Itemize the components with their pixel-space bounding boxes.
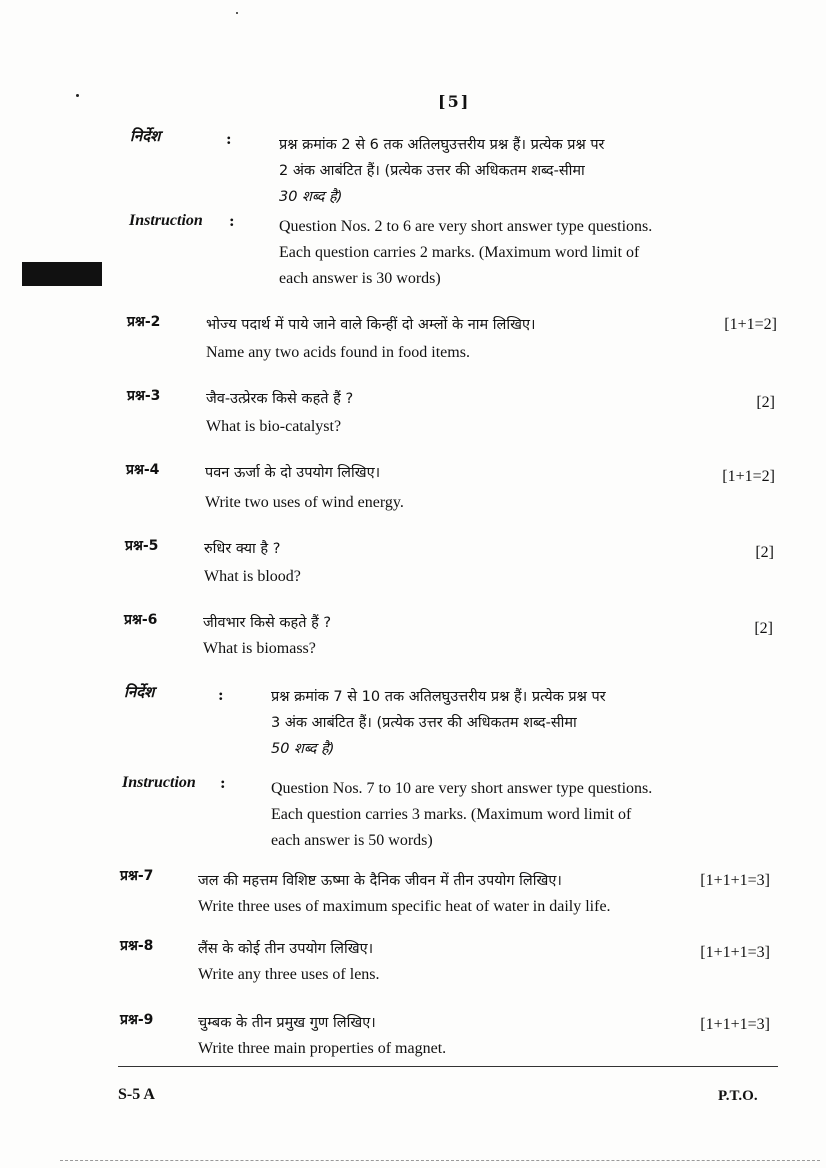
instruction-2-hindi-line: 50 शब्द है) xyxy=(271,741,335,757)
instruction-1-english-text xyxy=(279,214,703,292)
question-hindi-text: लैंस के कोई तीन उपयोग लिखिए। xyxy=(198,941,374,957)
question-hindi-text: भोज्य पदार्थ में पाये जाने वाले किन्हीं दो अम्लों के नाम लिखिए। xyxy=(206,317,536,333)
instruction-2-hindi-label: निर्देश xyxy=(124,683,155,701)
question-7 xyxy=(120,866,770,922)
question-marks: [2] xyxy=(756,394,775,411)
question-marks: [1+1+1=3] xyxy=(700,944,770,961)
instruction-2-english-line: Each question carries 3 marks. (Maximum word limit of xyxy=(271,806,632,823)
instruction-1-hindi-line: 30 शब्द है) xyxy=(279,189,343,205)
question-marks: [1+1=2] xyxy=(724,316,777,333)
instruction-2-english-text xyxy=(271,776,695,854)
question-marks: [1+1+1=3] xyxy=(700,872,770,889)
question-label: प्रश्न-4 xyxy=(126,462,160,478)
page-number: [5] xyxy=(438,92,471,111)
instruction-1-english-label: Instruction xyxy=(129,212,203,229)
instruction-2-english-line: Question Nos. 7 to 10 are very short answer type questions. xyxy=(271,780,653,797)
instruction-1-english-colon: : xyxy=(229,212,235,230)
question-hindi-text: जैव-उत्प्रेरक किसे कहते हैं ? xyxy=(206,391,354,407)
instruction-1-english-line: each answer is 30 words) xyxy=(279,270,441,287)
question-english-text: What is bio-catalyst? xyxy=(206,418,342,435)
question-marks: [1+1=2] xyxy=(722,468,775,485)
instruction-1-hindi-colon: : xyxy=(226,130,232,148)
instruction-2-hindi-line: प्रश्न क्रमांक 7 से 10 तक अतिलघुउत्तरीय प्रश्न हैं। प्रत्येक प्रश्न पर xyxy=(271,689,606,705)
instruction-1-hindi-line: प्रश्न क्रमांक 2 से 6 तक अतिलघुउत्तरीय प्रश्न हैं। प्रत्येक प्रश्न पर xyxy=(279,137,605,153)
question-8 xyxy=(120,936,770,992)
question-hindi-text: चुम्बक के तीन प्रमुख गुण लिखिए। xyxy=(198,1015,376,1031)
question-hindi-text: जल की महत्तम विशिष्ट ऊष्मा के दैनिक जीवन में तीन उपयोग लिखिए। xyxy=(198,873,562,889)
question-marks: [2] xyxy=(754,620,773,637)
question-label: प्रश्न-9 xyxy=(120,1012,154,1028)
question-english-text: Write three uses of maximum specific heat of water in daily life. xyxy=(198,898,611,915)
question-english-text: What is blood? xyxy=(204,568,301,585)
question-5 xyxy=(125,536,774,592)
question-english-text: Write two uses of wind energy. xyxy=(205,494,404,511)
question-english-text: Write any three uses of lens. xyxy=(198,966,380,983)
question-6 xyxy=(124,610,773,666)
instruction-2-english-label: Instruction xyxy=(122,774,196,791)
question-label: प्रश्न-2 xyxy=(127,314,161,330)
paper-code: S-5 A xyxy=(118,1086,155,1103)
question-label: प्रश्न-7 xyxy=(120,868,154,884)
question-english-text: What is biomass? xyxy=(203,640,316,657)
redaction-mark xyxy=(22,262,102,286)
question-label: प्रश्न-8 xyxy=(120,938,154,954)
question-4 xyxy=(126,460,775,516)
question-label: प्रश्न-5 xyxy=(125,538,159,554)
question-2 xyxy=(127,312,777,368)
footer-divider xyxy=(118,1066,778,1067)
instruction-1-hindi-label: निर्देश xyxy=(130,127,161,145)
question-label: प्रश्न-6 xyxy=(124,612,158,628)
question-marks: [2] xyxy=(755,544,774,561)
instruction-1-hindi-text xyxy=(279,132,703,210)
question-hindi-text: जीवभार किसे कहते हैं ? xyxy=(203,615,332,631)
instruction-2-english-colon: : xyxy=(220,774,226,792)
scan-speck xyxy=(236,12,238,14)
scan-edge xyxy=(60,1160,820,1161)
question-english-text: Name any two acids found in food items. xyxy=(206,344,470,361)
question-label: प्रश्न-3 xyxy=(127,388,161,404)
question-marks: [1+1+1=3] xyxy=(700,1016,770,1033)
scan-speck xyxy=(76,94,79,97)
question-hindi-text: रुधिर क्या है ? xyxy=(204,541,281,557)
instruction-1-english-line: Each question carries 2 marks. (Maximum word limit of xyxy=(279,244,640,261)
question-3 xyxy=(127,386,775,442)
question-english-text: Write three main properties of magnet. xyxy=(198,1040,447,1057)
instruction-1-english-line: Question Nos. 2 to 6 are very short answer type questions. xyxy=(279,218,653,235)
instruction-2-hindi-text xyxy=(271,684,695,762)
instruction-2-hindi-line: 3 अंक आबंटित हैं। (प्रत्येक उत्तर की अधिकतम शब्द-सीमा xyxy=(271,715,577,731)
please-turn-over: P.T.O. xyxy=(718,1088,758,1104)
question-hindi-text: पवन ऊर्जा के दो उपयोग लिखिए। xyxy=(205,465,381,481)
question-9 xyxy=(120,1010,770,1066)
instruction-2-hindi-colon: : xyxy=(218,686,224,704)
instruction-1-hindi-line: 2 अंक आबंटित हैं। (प्रत्येक उत्तर की अधिकतम शब्द-सीमा xyxy=(279,163,585,179)
instruction-2-english-line: each answer is 50 words) xyxy=(271,832,433,849)
